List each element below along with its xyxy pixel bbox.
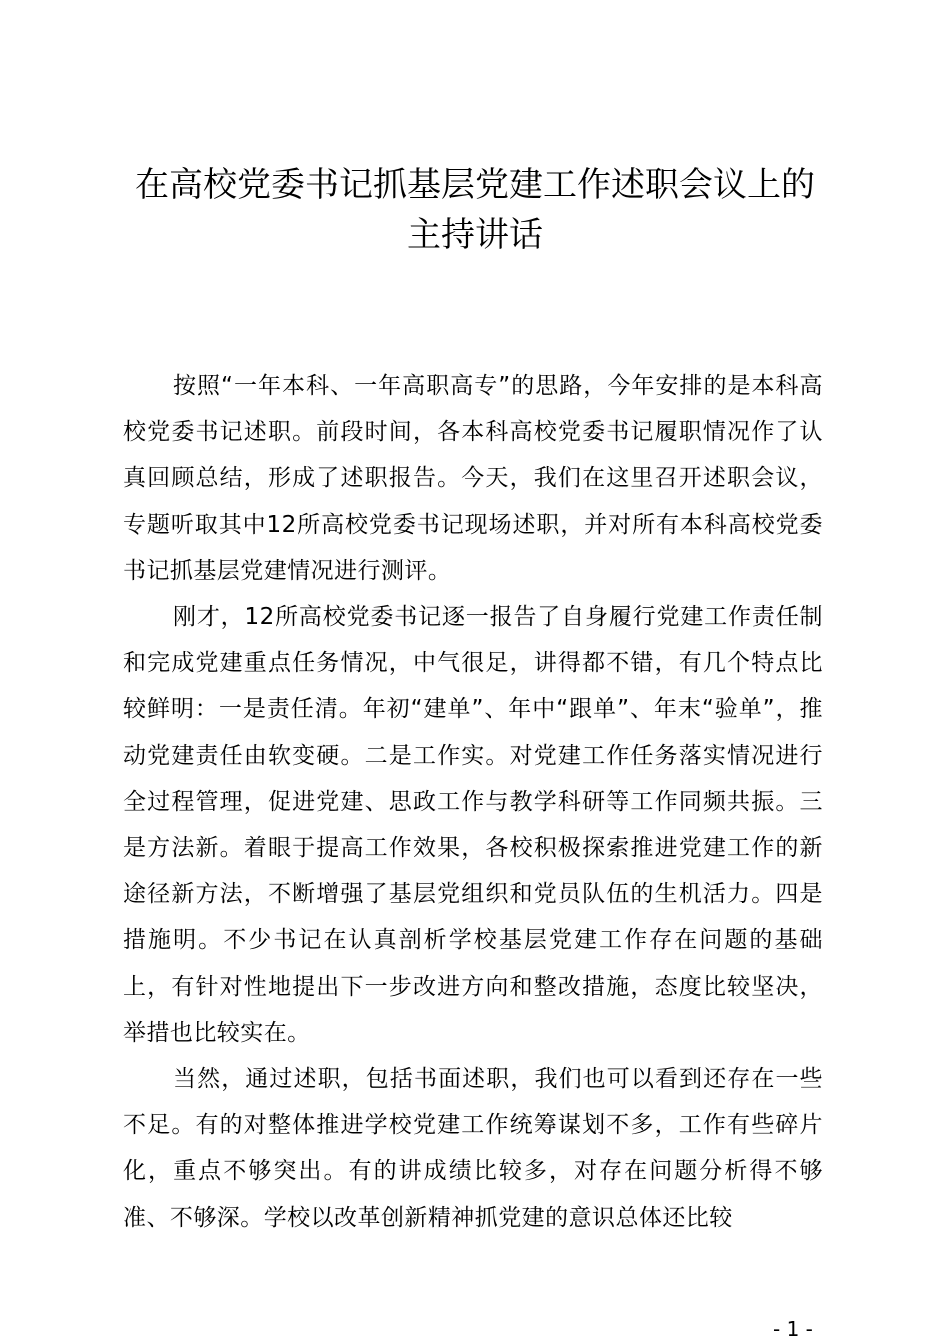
paragraph-1: 按照“一年本科、一年高职高专”的思路，今年安排的是本科高校党委书记述职。前段时间，各本科高校党委书记履职情况作了认真回顾总结，形成了述职报告。今天，我们在这里召开述职会议，专题听取其中12所高校党委书记现场述职，并对所有本科高校党委书记抓基层党建情况进行测评。 bbox=[123, 373, 823, 584]
title-line-2: 主持讲话 bbox=[407, 215, 543, 255]
document-title bbox=[100, 160, 850, 260]
page-number: - 1 - bbox=[773, 1317, 813, 1341]
document-body bbox=[123, 363, 823, 1241]
title-line-1: 在高校党委书记抓基层党建工作述职会议上的 bbox=[135, 165, 815, 205]
paragraph-3: 当然，通过述职，包括书面述职，我们也可以看到还存在一些不足。有的对整体推进学校党建工作统筹谋划不多，工作有些碎片化，重点不够突出。有的讲成绩比较多，对存在问题分析得不够准、不够深。学校以改革创新精神抓党建的意识总体还比较 bbox=[123, 1066, 823, 1231]
paragraph-2: 刚才，12所高校党委书记逐一报告了自身履行党建工作责任制和完成党建重点任务情况，中气很足，讲得都不错，有几个特点比较鲜明：一是责任清。年初“建单”、年中“跟单”、年末“验单”，推动党建责任由软变硬。二是工作实。对党建工作任务落实情况进行全过程管理，促进党建、思政工作与教学科研等工作同频共振。三是方法新。着眼于提高工作效果，各校积极探索推进党建工作的新途径新方法，不断增强了基层党组织和党员队伍的生机活力。四是措施明。不少书记在认真剖析学校基层党建工作存在问题的基础上，有针对性地提出下一步改进方向和整改措施，态度比较坚决，举措也比较实在。 bbox=[123, 604, 823, 1046]
